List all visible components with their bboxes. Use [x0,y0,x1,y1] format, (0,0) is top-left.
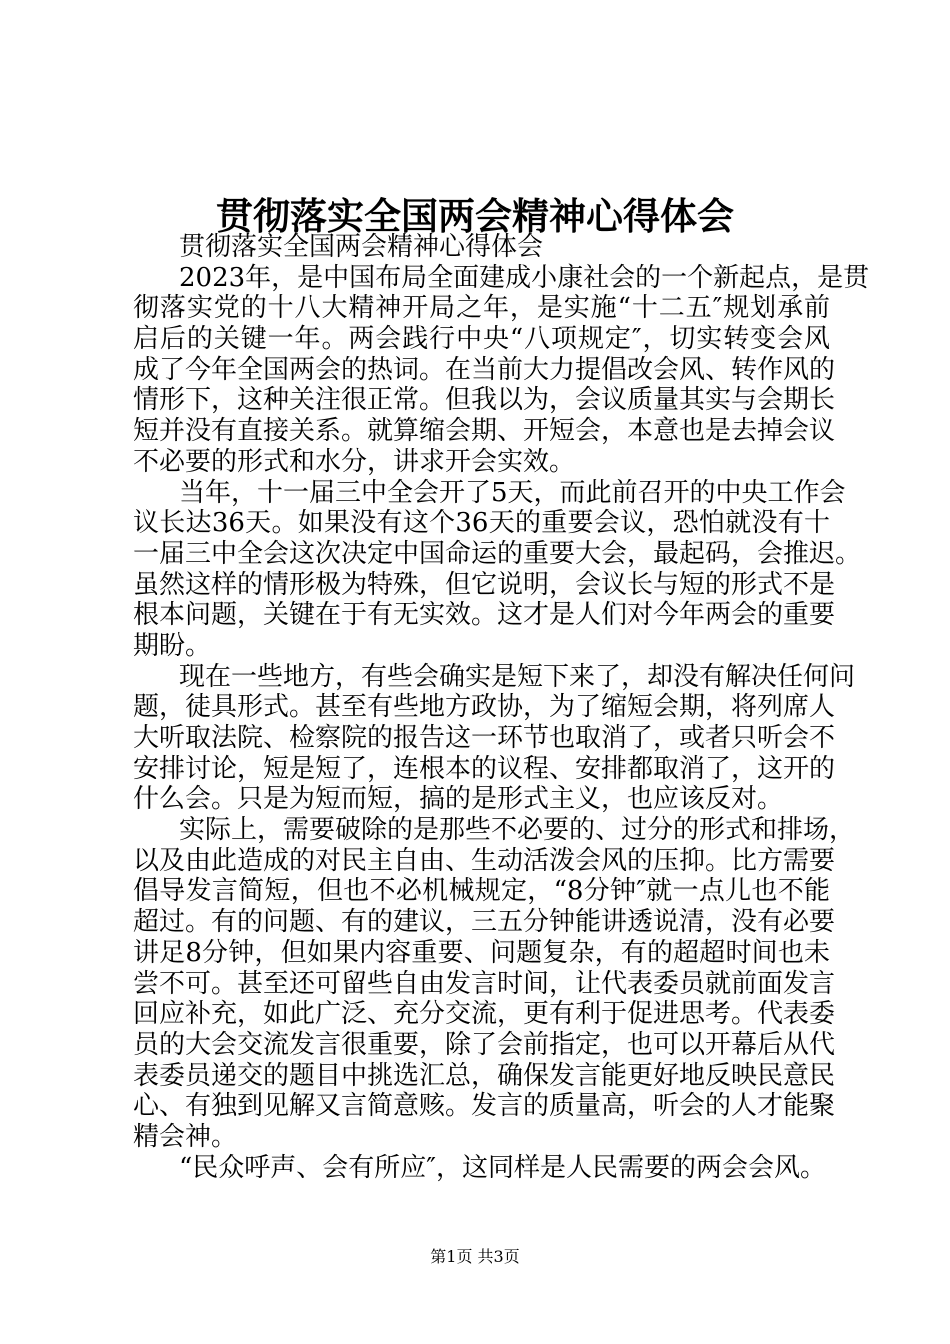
paragraph-line: 题，徒具形式。甚至有些地方政协，为了缩短会期，将列席人 [133,692,836,723]
paragraph-line: 不必要的形式和水分，讲求开会实效。 [133,446,576,477]
paragraph-line: 当年，十一届三中全会开了5天，而此前召开的中央工作会 [179,477,846,508]
paragraph-line: 尝不可。甚至还可留些自由发言时间，让代表委员就前面发言 [133,968,836,999]
paragraph-line: 讲足8分钟，但如果内容重要、问题复杂，有的超超时间也未 [133,937,830,968]
paragraph-line: 彻落实党的十八大精神开局之年，是实施“十二五″规划承前 [133,293,830,324]
paragraph-line: 启后的关键一年。两会践行中央“八项规定″，切实转变会风 [133,324,830,355]
document-title: 贯彻落实全国两会精神心得体会 [216,195,734,238]
paragraph-line: 虽然这样的情形极为特殊，但它说明，会议长与短的形式不是 [133,569,836,600]
paragraph-line: 以及由此造成的对民主自由、生动活泼会风的压抑。比方需要 [133,845,836,876]
paragraph-line: 实际上，需要破除的是那些不必要的、过分的形式和排场， [179,815,856,846]
paragraph-line: 员的大会交流发言很重要，除了会前指定，也可以开幕后从代 [133,1029,836,1060]
paragraph-line: “民众呼声、会有所应″，这同样是人民需要的两会会风。 [179,1152,827,1183]
document-body [133,232,870,1183]
paragraph-line: 心、有独到见解又言简意赅。发言的质量高，听会的人才能聚 [133,1091,836,1122]
paragraph-line: 一届三中全会这次决定中国命运的重要大会，最起码，会推迟。 [133,538,862,569]
paragraph-line: 什么会。只是为短而短，搞的是形式主义，也应该反对。 [133,784,784,815]
paragraph-line: 超过。有的问题、有的建议，三五分钟能讲透说清，没有必要 [133,907,836,938]
paragraph-line: 倡导发言简短，但也不必机械规定，“8分钟″就一点儿也不能 [133,876,830,907]
paragraph-line: 大听取法院、检察院的报告这一环节也取消了，或者只听会不 [133,723,836,753]
paragraph-line: 2023年，是中国布局全面建成小康社会的一个新起点，是贯 [179,262,870,293]
paragraph-line: 短并没有直接关系。就算缩会期、开短会，本意也是去掉会议 [133,416,836,447]
paragraph-line: 安排讨论，短是短了，连根本的议程、安排都取消了，这开的 [133,753,836,784]
paragraph-line: 根本问题，关键在于有无实效。这才是人们对今年两会的重要 [133,600,836,631]
paragraph-line: 表委员递交的题目中挑选汇总，确保发言能更好地反映民意民 [133,1060,836,1091]
paragraph-line: 现在一些地方，有些会确实是短下来了，却没有解决任何问 [179,661,856,692]
paragraph-line: 回应补充，如此广泛、充分交流，更有利于促进思考。代表委 [133,999,836,1030]
paragraph-line: 精会神。 [133,1121,238,1152]
paragraph-line: 贯彻落实全国两会精神心得体会 [179,232,544,262]
page-footer: 第1页 共3页 [430,1247,520,1266]
paragraph-line: 议长达36天。如果没有这个36天的重要会议，恐怕就没有十 [133,508,830,539]
paragraph-line: 成了今年全国两会的热词。在当前大力提倡改会风、转作风的 [133,354,836,385]
paragraph-line: 情形下，这种关注很正常。但我以为，会议质量其实与会期长 [133,385,836,416]
paragraph-line: 期盼。 [133,630,212,661]
